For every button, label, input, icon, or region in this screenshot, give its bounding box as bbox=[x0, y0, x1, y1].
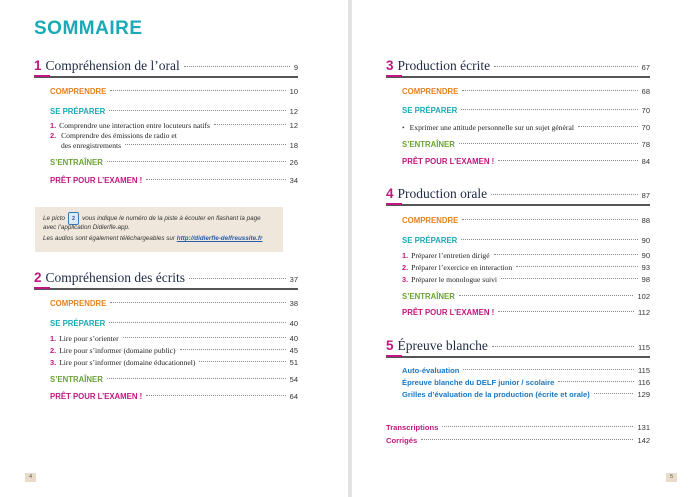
toc-entry-pret-examen[interactable] bbox=[402, 157, 650, 166]
dot-leader bbox=[461, 109, 637, 110]
bullet: • bbox=[402, 123, 405, 132]
section-rule bbox=[386, 76, 650, 78]
entry-label: S’ENTRAÎNER bbox=[402, 140, 455, 149]
dot-leader bbox=[558, 381, 634, 382]
toc-item[interactable] bbox=[50, 358, 298, 367]
entry-label: S’ENTRAÎNER bbox=[50, 375, 103, 384]
toc-entry-pret-examen[interactable] bbox=[402, 308, 650, 317]
page-number: 68 bbox=[641, 87, 650, 96]
section-title: Compréhension de l’oral bbox=[45, 58, 180, 73]
page-number: 40 bbox=[289, 319, 298, 328]
dot-leader bbox=[214, 124, 286, 125]
page-number: 18 bbox=[289, 141, 298, 150]
toc-entry-sentrainer[interactable] bbox=[402, 292, 650, 301]
dot-leader bbox=[421, 439, 633, 440]
section-rule bbox=[34, 76, 298, 78]
entry-label: Auto-évaluation bbox=[402, 366, 460, 375]
toc-entry-grilles[interactable] bbox=[402, 390, 650, 399]
entry-label: SE PRÉPARER bbox=[402, 106, 458, 115]
entry-label: COMPRENDRE bbox=[50, 87, 107, 96]
page-number: 37 bbox=[289, 275, 298, 284]
item-text: Lire pour s’informer (domaine éducationnel) bbox=[59, 358, 196, 367]
item-text: Exprimer une attitude personnelle sur un sujet général bbox=[409, 123, 574, 132]
dot-leader bbox=[109, 110, 285, 111]
dot-leader bbox=[462, 90, 637, 91]
section-title: Production orale bbox=[397, 186, 488, 201]
page-number: 98 bbox=[641, 275, 650, 284]
dot-leader bbox=[107, 161, 286, 162]
entry-label: COMPRENDRE bbox=[402, 216, 459, 225]
section-accent bbox=[386, 75, 402, 77]
page-number: 93 bbox=[641, 263, 650, 272]
toc-item[interactable] bbox=[402, 275, 650, 284]
item-text: Préparer l’exercice en interaction bbox=[411, 263, 513, 272]
page-number: 115 bbox=[638, 366, 650, 375]
page-number: 142 bbox=[637, 436, 650, 445]
entry-label: SE PRÉPARER bbox=[50, 107, 106, 116]
item-text: Lire pour s’informer (domaine public) bbox=[59, 346, 176, 355]
page-number: 10 bbox=[289, 87, 298, 96]
page-number: 90 bbox=[641, 251, 650, 260]
dot-leader bbox=[146, 395, 285, 396]
toc-entry-sentrainer[interactable] bbox=[50, 158, 298, 167]
section-number: 3 bbox=[386, 58, 394, 73]
item-number: 2. bbox=[402, 263, 409, 272]
page-number: 12 bbox=[289, 107, 298, 116]
item-text: Comprendre une interaction entre locuteurs natifs bbox=[59, 121, 210, 130]
dot-leader bbox=[463, 369, 634, 370]
page-number: 70 bbox=[641, 106, 650, 115]
dot-leader bbox=[578, 126, 638, 127]
section-number: 2 bbox=[34, 270, 42, 285]
note-line-3 bbox=[43, 234, 262, 244]
dot-leader bbox=[461, 239, 637, 240]
page-number: 116 bbox=[638, 378, 650, 387]
page-number: 51 bbox=[289, 358, 298, 367]
audio-download-link[interactable]: http://didierfle-delfreussite.fr bbox=[176, 235, 263, 242]
toc-item[interactable] bbox=[402, 123, 650, 132]
toc-item[interactable] bbox=[50, 346, 298, 355]
dot-leader bbox=[516, 266, 638, 267]
toc-entry-corriges[interactable] bbox=[386, 436, 650, 445]
entry-label: Transcriptions bbox=[386, 423, 439, 432]
toc-entry-se-preparer[interactable] bbox=[50, 107, 298, 116]
toc-entry-comprendre[interactable] bbox=[50, 87, 298, 96]
section-accent bbox=[34, 287, 50, 289]
page-number: 67 bbox=[641, 63, 650, 72]
dot-leader bbox=[494, 254, 638, 255]
dot-leader bbox=[494, 66, 638, 67]
section-title: Épreuve blanche bbox=[397, 338, 488, 353]
page-number: 112 bbox=[638, 308, 650, 317]
entry-label: PRÊT POUR L’EXAMEN ! bbox=[402, 157, 495, 166]
dot-leader bbox=[594, 393, 634, 394]
entry-label: COMPRENDRE bbox=[402, 87, 459, 96]
folio-right: 5 bbox=[666, 473, 677, 482]
page-number: 54 bbox=[289, 375, 298, 384]
toc-entry-se-preparer[interactable] bbox=[50, 319, 298, 328]
item-text: Comprendre des émissions de radio et bbox=[61, 131, 177, 140]
item-number: 3. bbox=[50, 358, 57, 367]
page-number: 9 bbox=[293, 63, 298, 72]
dot-leader bbox=[123, 337, 286, 338]
toc-item[interactable] bbox=[402, 263, 650, 272]
item-number: 3. bbox=[402, 275, 409, 284]
section-number: 4 bbox=[386, 186, 394, 201]
dot-leader bbox=[501, 278, 638, 279]
dot-leader bbox=[459, 295, 634, 296]
entry-label: SE PRÉPARER bbox=[50, 319, 106, 328]
dot-leader bbox=[110, 302, 285, 303]
item-text: Préparer le monologue suivi bbox=[411, 275, 498, 284]
entry-label: S’ENTRAÎNER bbox=[402, 292, 455, 301]
toc-entry-se-preparer[interactable] bbox=[402, 106, 650, 115]
dot-leader bbox=[442, 426, 633, 427]
dot-leader bbox=[462, 219, 637, 220]
section-accent bbox=[34, 75, 50, 77]
page-number: 88 bbox=[641, 216, 650, 225]
dot-leader bbox=[492, 346, 634, 347]
toc-entry-epreuve-blanche[interactable] bbox=[402, 378, 650, 387]
entry-label: S’ENTRAÎNER bbox=[50, 158, 103, 167]
dot-leader bbox=[491, 194, 638, 195]
section-1-heading[interactable] bbox=[34, 58, 298, 74]
page-number: 131 bbox=[637, 423, 650, 432]
picto-label: 2 bbox=[72, 216, 75, 222]
right-page bbox=[352, 0, 700, 497]
page-number: 115 bbox=[638, 343, 650, 352]
folio-left: 4 bbox=[25, 473, 36, 482]
item-number: 2. bbox=[50, 131, 57, 140]
toc-entry-comprendre[interactable] bbox=[402, 87, 650, 96]
section-4-heading[interactable] bbox=[386, 186, 650, 202]
section-2-heading[interactable] bbox=[34, 270, 298, 286]
section-rule bbox=[386, 356, 650, 358]
dot-leader bbox=[498, 160, 637, 161]
dot-leader bbox=[189, 278, 286, 279]
toc-entry-pret-examen[interactable] bbox=[50, 392, 298, 401]
dot-leader bbox=[107, 378, 286, 379]
page-number: 129 bbox=[637, 390, 650, 399]
section-accent bbox=[386, 355, 402, 357]
left-page bbox=[0, 0, 348, 497]
dot-leader bbox=[498, 311, 634, 312]
item-number: 1. bbox=[50, 334, 57, 343]
item-number: 1. bbox=[402, 251, 409, 260]
section-rule bbox=[386, 204, 650, 206]
entry-label: PRÊT POUR L’EXAMEN ! bbox=[50, 392, 143, 401]
toc-entry-auto-evaluation[interactable] bbox=[402, 366, 650, 375]
dot-leader bbox=[125, 144, 286, 145]
page-number: 78 bbox=[641, 140, 650, 149]
note-text: Le picto bbox=[43, 215, 66, 223]
page-number: 70 bbox=[641, 123, 650, 132]
toc-entry-se-preparer[interactable] bbox=[402, 236, 650, 245]
section-number: 5 bbox=[386, 338, 394, 353]
section-title: Compréhension des écrits bbox=[45, 270, 185, 285]
toc-item[interactable] bbox=[402, 251, 650, 260]
entry-label: Grilles d’évaluation de la production (écrite et orale) bbox=[402, 390, 590, 399]
item-number: 1. bbox=[50, 121, 57, 130]
toc-entry-pret-examen[interactable] bbox=[50, 176, 298, 185]
entry-label: PRÊT POUR L’EXAMEN ! bbox=[50, 176, 143, 185]
toc-entry-sentrainer[interactable] bbox=[50, 375, 298, 384]
entry-label: Épreuve blanche du DELF junior / scolaire bbox=[402, 378, 555, 387]
dot-leader bbox=[180, 349, 286, 350]
audio-note-box bbox=[35, 207, 283, 252]
item-text: des enregistrements bbox=[61, 141, 122, 150]
section-rule bbox=[34, 288, 298, 290]
dot-leader bbox=[110, 90, 285, 91]
entry-label: SE PRÉPARER bbox=[402, 236, 458, 245]
section-accent bbox=[386, 203, 402, 205]
page-number: 87 bbox=[641, 191, 650, 200]
page-number: 38 bbox=[289, 299, 298, 308]
page-title: SOMMAIRE bbox=[34, 18, 143, 39]
page-number: 12 bbox=[289, 121, 298, 130]
entry-label: COMPRENDRE bbox=[50, 299, 107, 308]
section-5-heading[interactable] bbox=[386, 338, 650, 354]
note-line-2: avec l’application Didierfle.app. bbox=[43, 224, 130, 231]
page-number: 26 bbox=[289, 158, 298, 167]
dot-leader bbox=[199, 361, 285, 362]
toc-item[interactable] bbox=[50, 121, 298, 130]
note-text: vous indique le numéro de la piste à écouter en flashant la page bbox=[82, 215, 261, 223]
note-text: Les audios sont également téléchargeables sur bbox=[43, 235, 175, 242]
section-number: 1 bbox=[34, 58, 42, 73]
entry-label: PRÊT POUR L’EXAMEN ! bbox=[402, 308, 495, 317]
toc-entry-transcriptions[interactable] bbox=[386, 423, 650, 432]
section-title: Production écrite bbox=[397, 58, 491, 73]
page-number: 102 bbox=[637, 292, 650, 301]
page-number: 90 bbox=[641, 236, 650, 245]
toc-entry-comprendre[interactable] bbox=[402, 216, 650, 225]
page-number: 84 bbox=[641, 157, 650, 166]
page-number: 34 bbox=[289, 176, 298, 185]
toc-item[interactable] bbox=[50, 131, 177, 140]
dot-leader bbox=[459, 143, 638, 144]
item-text: Lire pour s’orienter bbox=[59, 334, 119, 343]
toc-item-continuation[interactable] bbox=[61, 141, 298, 150]
item-text: Préparer l’entretien dirigé bbox=[411, 251, 490, 260]
dot-leader bbox=[146, 179, 285, 180]
section-3-heading[interactable] bbox=[386, 58, 650, 74]
toc-entry-comprendre[interactable] bbox=[50, 299, 298, 308]
page-number: 45 bbox=[289, 346, 298, 355]
entry-label: Corrigés bbox=[386, 436, 418, 445]
item-number: 2. bbox=[50, 346, 57, 355]
page-number: 40 bbox=[289, 334, 298, 343]
toc-item[interactable] bbox=[50, 334, 298, 343]
dot-leader bbox=[184, 66, 290, 67]
page-number: 64 bbox=[289, 392, 298, 401]
toc-entry-sentrainer[interactable] bbox=[402, 140, 650, 149]
dot-leader bbox=[109, 322, 285, 323]
